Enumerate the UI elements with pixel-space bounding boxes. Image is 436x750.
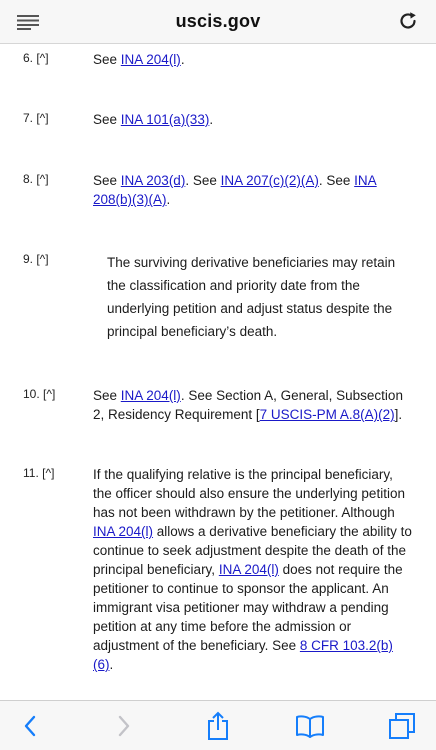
share-icon [206, 711, 230, 741]
footnote-text-segment: . [180, 52, 185, 67]
footnote-text [93, 465, 413, 674]
citation-link[interactable]: INA 208(b)(3)(A) [93, 173, 377, 207]
footnote-text-segment: The surviving derivative beneficiaries may retain the classification and priority date from the underlying petition and adjust status despite the principal beneficiary’s death. [107, 255, 396, 339]
citation-link[interactable]: INA 204(l) [218, 562, 279, 577]
footnote-text-segment: . [166, 192, 171, 207]
footnote-text-segment: See [93, 112, 121, 127]
share-button[interactable] [202, 711, 234, 741]
footnote-number[interactable]: 8. [^] [23, 172, 49, 186]
footnote-text-segment: . [109, 657, 114, 672]
footnote-text-segment: . See Section A, General, Subsection 2, Residency Requirement [ [93, 388, 403, 422]
browser-address-bar[interactable] [0, 0, 436, 44]
footnote-text-segment: ]. [394, 407, 403, 422]
citation-link[interactable]: INA 207(c)(2)(A) [220, 173, 319, 188]
footnote-text [93, 386, 413, 424]
reload-icon [398, 11, 418, 31]
reader-menu-button[interactable] [14, 10, 42, 34]
footnote-text [107, 251, 407, 343]
reader-lines-icon [17, 14, 39, 30]
citation-link[interactable]: INA 203(d) [120, 173, 186, 188]
footnote-number[interactable]: 11. [^] [23, 466, 55, 480]
tabs-button[interactable] [386, 711, 418, 741]
citation-link[interactable]: INA 101(a)(33) [120, 112, 210, 127]
footnote-number[interactable]: 7. [^] [23, 111, 49, 125]
footnote-text-segment: See [93, 52, 121, 67]
reload-button[interactable] [396, 9, 420, 33]
chevron-left-icon [23, 715, 37, 737]
footnote-text-segment: . See [318, 173, 355, 188]
footnote-number[interactable]: 6. [^] [23, 51, 49, 65]
footnote-text-segment: If the qualifying relative is the principal beneficiary, the officer should also ensure the underlying petition has not been withdrawn by the petitioner. Although [93, 467, 405, 520]
footnote-text [93, 110, 413, 129]
domain-label: uscis.gov [175, 11, 261, 31]
back-button[interactable] [14, 711, 46, 741]
footnote-text-segment: . See [185, 173, 221, 188]
chevron-right-icon [117, 715, 131, 737]
footnote-number[interactable]: 10. [^] [23, 387, 56, 401]
browser-toolbar [0, 700, 436, 750]
citation-link[interactable]: 7 USCIS-PM A.8(A)(2) [259, 407, 395, 422]
citation-link[interactable]: 8 CFR 103.2(b)(6) [93, 638, 393, 672]
forward-button[interactable] [108, 711, 140, 741]
citation-link[interactable]: INA 204(l) [93, 524, 154, 539]
footnote-text [93, 50, 413, 69]
footnote-text-segment: allows a derivative beneficiary the ability to continue to seek adjustment despite the death of the principal beneficiary, [93, 524, 412, 577]
book-icon [295, 714, 325, 738]
footnote-text-segment: See [93, 388, 121, 403]
citation-link[interactable]: INA 204(l) [120, 52, 181, 67]
footnote-text [93, 171, 413, 209]
footnote-text-segment: does not require the petitioner to continue to sponsor the applicant. An immigrant visa petitioner may withdraw a pending petition at any time before the admission or adjustment of the beneficiary. See [93, 562, 403, 653]
bookmarks-button[interactable] [294, 711, 326, 741]
citation-link[interactable]: INA 204(l) [120, 388, 181, 403]
tabs-icon [388, 712, 416, 740]
page-content[interactable] [0, 44, 436, 700]
footnote-number[interactable]: 9. [^] [23, 252, 49, 266]
footnote-text-segment: . [209, 112, 214, 127]
footnote-text-segment: See [93, 173, 121, 188]
